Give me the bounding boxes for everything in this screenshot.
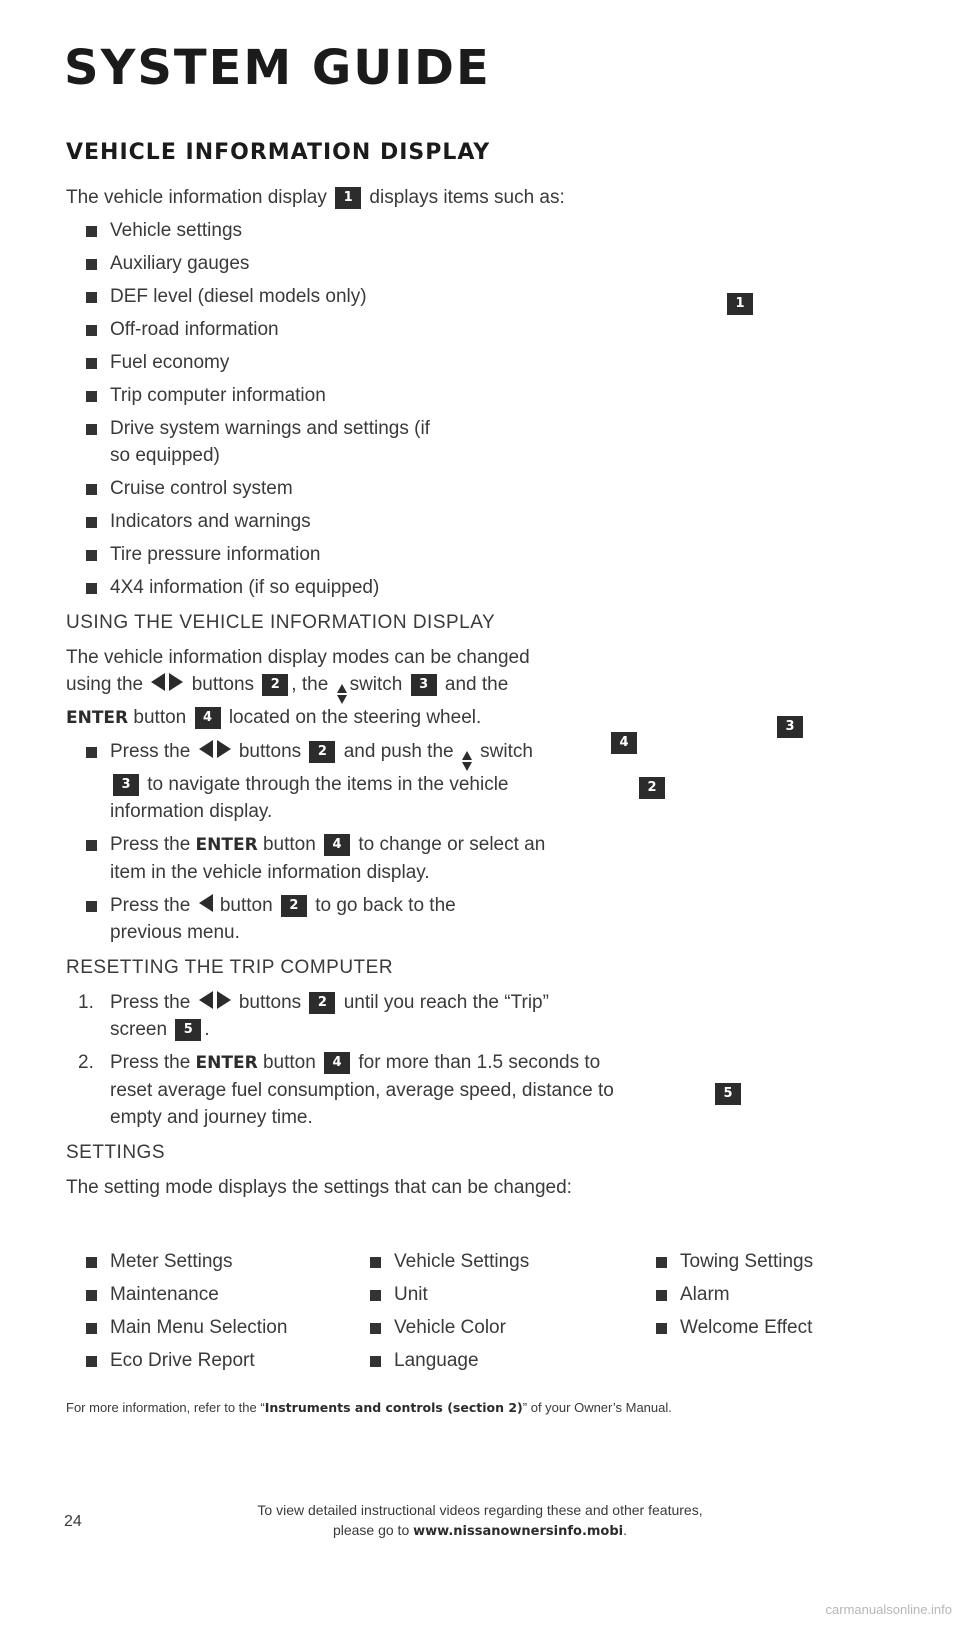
step-item: 1. Press the buttons 2 until you reach the “Trip” screen 5 .: [66, 989, 550, 1043]
left-arrow-icon: [151, 673, 165, 691]
callout-badge-2: 2: [281, 895, 307, 917]
enter-label: ENTER: [195, 835, 258, 855]
website-link[interactable]: www.nissanownersinfo.mobi: [413, 1524, 624, 1539]
list-item: Unit: [350, 1281, 610, 1308]
intro-text-after: displays items such as:: [369, 187, 565, 208]
list-item-text: DEF level (diesel models only): [110, 286, 367, 307]
callout-badge-2: 2: [309, 992, 335, 1014]
figure-callout-5: 5: [715, 1083, 741, 1105]
resetting-heading: RESETTING THE TRIP COMPUTER: [66, 957, 394, 978]
intro-paragraph: [66, 184, 626, 211]
list-item: [66, 541, 626, 568]
bullet-square-icon: [86, 424, 97, 435]
list-item: Vehicle Settings: [350, 1248, 610, 1275]
right-arrow-icon: [169, 673, 183, 691]
using-paragraph: The vehicle information display modes can be changed using the buttons 2 , the switch 3 and the ENTER button 4 located on the steering wheel.: [66, 647, 530, 728]
feature-list: [66, 217, 626, 601]
list-item: Press the button 2 to go back to the previous menu.: [66, 892, 530, 946]
bullet-square-icon: [370, 1323, 381, 1334]
manual-reference: Instruments and controls (section 2): [264, 1400, 523, 1415]
list-item-text: Off-road information: [110, 319, 279, 340]
callout-badge-4: 4: [324, 1052, 350, 1074]
list-item-text: Cruise control system: [110, 478, 293, 499]
bullet-square-icon: [86, 517, 97, 528]
list-item: Welcome Effect: [636, 1314, 916, 1341]
bottom-note-line-2: please go to www.nissanownersinfo.mobi.: [332, 1522, 628, 1539]
watermark: carmanualsonline.info: [825, 1602, 952, 1617]
list-item: Language: [350, 1347, 610, 1374]
list-item: [66, 316, 626, 343]
bullet-square-icon: [86, 1356, 97, 1367]
bullet-square-icon: [86, 226, 97, 237]
list-item-text: Tire pressure information: [110, 544, 321, 565]
bullet-square-icon: [86, 583, 97, 594]
bullet-square-icon: [370, 1356, 381, 1367]
step-number: 1.: [78, 992, 94, 1013]
intro-text-before: The vehicle information display: [66, 187, 327, 208]
bullet-square-icon: [370, 1257, 381, 1268]
list-item: Meter Settings: [66, 1248, 346, 1275]
main-column: [66, 184, 626, 1207]
list-item: Eco Drive Report: [66, 1347, 346, 1374]
bottom-note-line-1: To view detailed instructional videos regarding these and other features,: [257, 1502, 703, 1518]
left-arrow-icon: [199, 991, 213, 1009]
up-down-arrow-icon: [337, 684, 347, 704]
bullet-square-icon: [86, 484, 97, 495]
bullet-square-icon: [86, 391, 97, 402]
list-item: Vehicle Color: [350, 1314, 610, 1341]
figure-callout-1: 1: [727, 293, 753, 315]
list-item-text: Vehicle settings: [110, 220, 243, 241]
bullet-square-icon: [86, 259, 97, 270]
list-item: Main Menu Selection: [66, 1314, 346, 1341]
up-down-arrow-icon: [462, 751, 472, 771]
right-arrow-icon: [217, 991, 231, 1009]
list-item-text: Fuel economy: [110, 352, 230, 373]
callout-badge-3: 3: [411, 674, 437, 696]
list-item: [66, 508, 626, 535]
page-title: SYSTEM GUIDE: [64, 40, 491, 96]
figure-callout-3: 3: [777, 716, 803, 738]
bullet-square-icon: [86, 325, 97, 336]
settings-intro: The setting mode displays the settings that can be changed:: [66, 1177, 572, 1198]
bullet-square-icon: [656, 1323, 667, 1334]
callout-badge-4: 4: [195, 707, 221, 729]
list-item: Maintenance: [66, 1281, 346, 1308]
bullet-square-icon: [86, 550, 97, 561]
callout-badge-3: 3: [113, 774, 139, 796]
callout-badge-2: 2: [262, 674, 288, 696]
enter-label: ENTER: [195, 1053, 258, 1073]
bullet-square-icon: [656, 1257, 667, 1268]
bullet-square-icon: [86, 840, 97, 851]
list-item-text: Indicators and warnings: [110, 511, 311, 532]
callout-badge-1: 1: [335, 187, 361, 209]
callout-badge-5: 5: [175, 1019, 201, 1041]
bullet-square-icon: [86, 747, 97, 758]
list-item: Towing Settings: [636, 1248, 916, 1275]
list-item: [66, 349, 626, 376]
settings-heading: SETTINGS: [66, 1142, 166, 1163]
step-number: 2.: [78, 1052, 94, 1073]
bullet-square-icon: [656, 1290, 667, 1301]
settings-column-2: [350, 1248, 610, 1380]
list-item-text: Auxiliary gauges: [110, 253, 250, 274]
list-item: Press the ENTER button 4 to change or select an item in the vehicle information display.: [66, 831, 560, 886]
footnote: For more information, refer to the “Instruments and controls (section 2)” of your Owner’s Manual.: [66, 1400, 672, 1415]
bullet-square-icon: [86, 1323, 97, 1334]
bullet-square-icon: [370, 1290, 381, 1301]
list-item: [66, 250, 626, 277]
enter-label: ENTER: [66, 708, 129, 728]
list-item: [66, 217, 626, 244]
list-item: Press the buttons 2 and push the switch 3 to navigate through the items in the vehicle information display.: [66, 738, 550, 825]
settings-column-1: [66, 1248, 346, 1380]
bullet-square-icon: [86, 1257, 97, 1268]
list-item-text: Drive system warnings and settings (if so equipped): [110, 418, 430, 466]
figure-callout-2: 2: [639, 777, 665, 799]
step-item: 2. Press the ENTER button 4 for more than 1.5 seconds to reset average fuel consumption, average speed, distance to empty and journey time.: [66, 1049, 630, 1131]
list-item: Alarm: [636, 1281, 916, 1308]
right-arrow-icon: [217, 740, 231, 758]
bullet-square-icon: [86, 901, 97, 912]
using-heading: USING THE VEHICLE INFORMATION DISPLAY: [66, 612, 496, 633]
list-item: [66, 382, 626, 409]
list-item-text: Trip computer information: [110, 385, 326, 406]
figure-callout-4: 4: [611, 732, 637, 754]
left-arrow-icon: [199, 740, 213, 758]
left-arrow-icon: [199, 894, 213, 912]
section-title: VEHICLE INFORMATION DISPLAY: [66, 140, 491, 165]
bottom-note: [0, 1500, 960, 1542]
list-item-text: 4X4 information (if so equipped): [110, 577, 380, 598]
settings-column-3: [636, 1248, 916, 1347]
callout-badge-4: 4: [324, 834, 350, 856]
page-number: 24: [64, 1513, 82, 1530]
list-item: [66, 415, 440, 469]
bullet-square-icon: [86, 358, 97, 369]
callout-badge-2: 2: [309, 741, 335, 763]
bullet-square-icon: [86, 1290, 97, 1301]
list-item: [66, 574, 626, 601]
list-item: [66, 475, 626, 502]
bullet-square-icon: [86, 292, 97, 303]
list-item: [66, 283, 626, 310]
